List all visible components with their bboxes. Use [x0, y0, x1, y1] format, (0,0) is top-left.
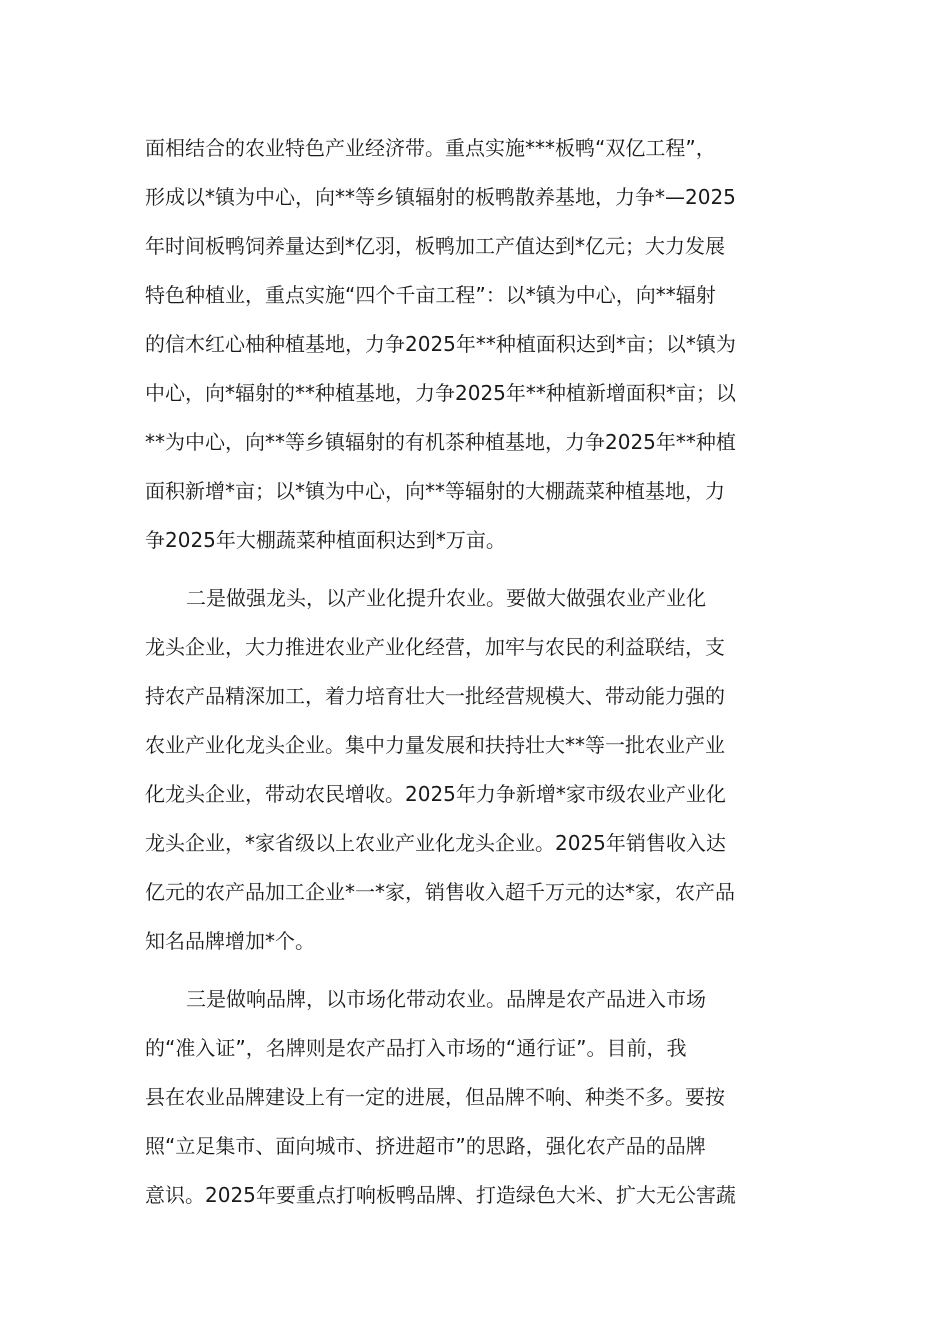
text-line: 的信木红心柚种植基地，力争2025年**种植面积达到*亩；以*镇为: [145, 332, 736, 356]
text-line: 农业产业化龙头企业。集中力量发展和扶持壮大**等一批农业产业: [145, 733, 725, 757]
text-line: 争2025年大棚蔬菜种植面积达到*万亩。: [145, 528, 506, 552]
text-line: 知名品牌增加*个。: [145, 929, 315, 953]
text-line: 县在农业品牌建设上有一定的进展，但品牌不响、种类不多。要按: [145, 1085, 725, 1109]
text-line: 亿元的农产品加工企业*一*家，销售收入超千万元的达*家，农产品: [145, 880, 735, 904]
text-line: 二是做强龙头，以产业化提升农业。要做大做强农业产业化: [186, 586, 706, 610]
paragraph-3: [145, 975, 810, 1220]
text-line: 龙头企业，*家省级以上农业产业化龙头企业。2025年销售收入达: [145, 831, 726, 855]
paragraph-2: [145, 574, 810, 966]
text-line: 意识。2025年要重点打响板鸭品牌、打造绿色大米、扩大无公害蔬: [145, 1183, 736, 1207]
text-line: 中心，向*辐射的**种植基地，力争2025年**种植新增面积*亩；以: [145, 381, 736, 405]
text-line: 特色种植业，重点实施“四个千亩工程”：以*镇为中心，向**辐射: [145, 283, 716, 307]
text-line: 的“准入证”，名牌则是农产品打入市场的“通行证”。目前，我: [145, 1036, 687, 1060]
text-line: 形成以*镇为中心，向**等乡镇辐射的板鸭散养基地，力争*—2025: [145, 185, 736, 209]
text-line: 化龙头企业，带动农民增收。2025年力争新增*家市级农业产业化: [145, 782, 726, 806]
text-line: **为中心，向**等乡镇辐射的有机茶种植基地，力争2025年**种植: [145, 430, 736, 454]
text-line: 年时间板鸭饲养量达到*亿羽，板鸭加工产值达到*亿元；大力发展: [145, 234, 725, 258]
text-line: 照“立足集市、面向城市、挤进超市”的思路，强化农产品的品牌: [145, 1134, 706, 1158]
text-line: 持农产品精深加工，着力培育壮大一批经营规模大、带动能力强的: [145, 684, 725, 708]
text-line: 面积新增*亩；以*镇为中心，向**等辐射的大棚蔬菜种植基地，力: [145, 479, 725, 503]
text-line: 面相结合的农业特色产业经济带。重点实施***板鸭“双亿工程”，: [145, 136, 716, 160]
text-line: 龙头企业，大力推进农业产业化经营，加牢与农民的利益联结，支: [145, 635, 725, 659]
document-body: [145, 124, 810, 1220]
paragraph-1: [145, 124, 810, 565]
text-line: 三是做响品牌，以市场化带动农业。品牌是农产品进入市场: [186, 987, 706, 1011]
